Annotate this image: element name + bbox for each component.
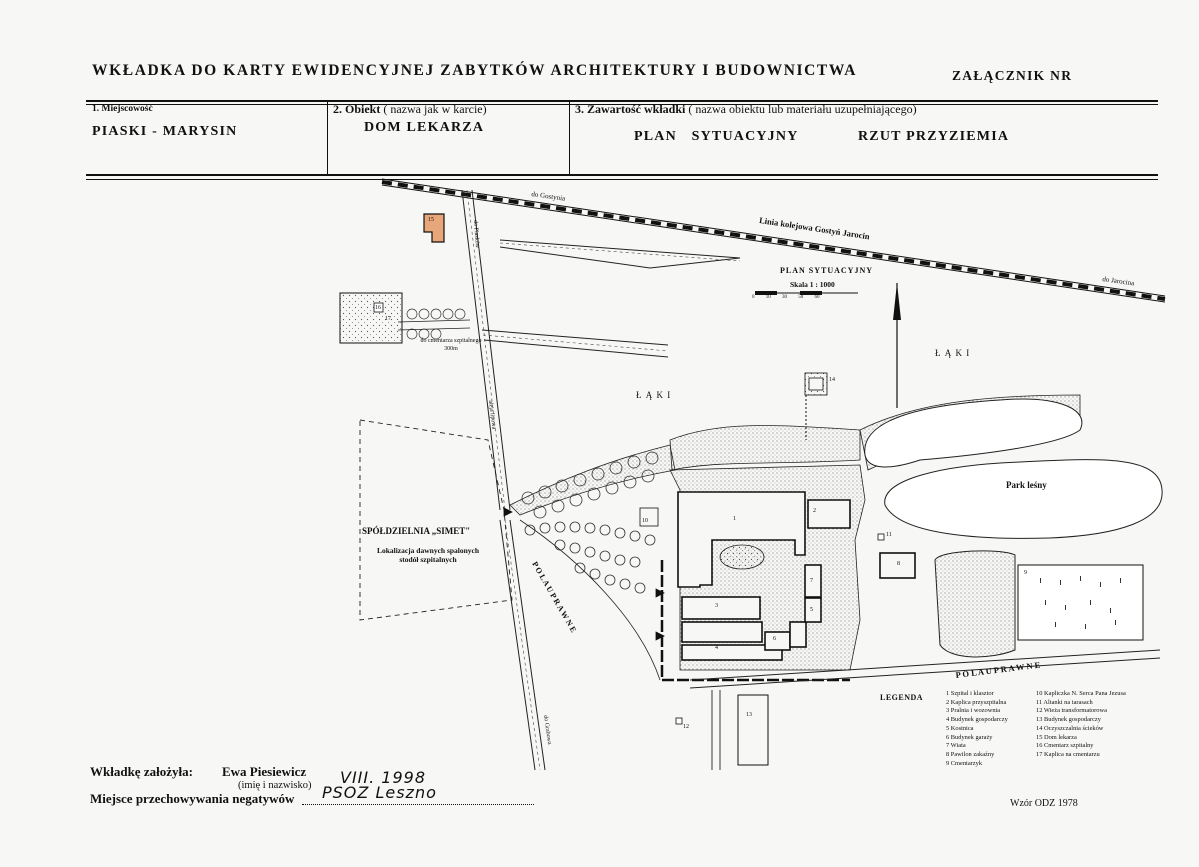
- legend-item: 13 Budynek gospodarczy: [1036, 716, 1101, 724]
- content-label-note: ( nazwa obiektu lub materiału uzupełniającego): [688, 102, 917, 116]
- legend-item: 6 Budynek garaży: [946, 733, 993, 741]
- simet-cooperative-note: Lokalizacja dawnych spalonych stodół szpitalnych: [376, 546, 480, 565]
- legend-title: LEGENDA: [880, 693, 924, 702]
- label-to-jarocin: do Jarocina: [1101, 275, 1135, 288]
- handwritten-date: VIII. 1998: [340, 768, 426, 787]
- building-number: 6: [773, 636, 776, 642]
- building-number: 11: [886, 532, 892, 538]
- fields-label-west: P O L A U P R A W N E: [530, 560, 579, 634]
- fields-label-east: P O L A U P R A W N E: [955, 659, 1041, 680]
- building-number: 13: [746, 712, 752, 718]
- building-number: 3: [715, 603, 718, 609]
- scale-ticks: [752, 295, 820, 300]
- created-by-note: (imię i nazwisko): [238, 780, 312, 791]
- meadows-label-west: Ł Ą K I: [636, 390, 672, 400]
- building-number: 10: [642, 518, 648, 524]
- simet-cooperative-label: SPÓŁDZIELNIA „SIMET": [362, 526, 471, 536]
- object-label-note: ( nazwa jak w karcie): [383, 102, 487, 116]
- scale-tick: 0: [752, 295, 755, 300]
- legend-item: 12 Wieża transformatorowa: [1036, 707, 1107, 715]
- scale-tick: 60: [814, 295, 820, 300]
- legend-item: 10 Kapliczka N. Serca Pana Jezusa: [1036, 690, 1126, 697]
- attachment-number-label: ZAŁĄCZNIK NR: [952, 68, 1073, 83]
- legend-item: 8 Pawilon zakaźny: [946, 750, 995, 758]
- legend-item: 15 Dom lekarza: [1036, 733, 1077, 741]
- label-railway: Linia kolejowa Gostyń Jarocin: [758, 215, 871, 242]
- doctors-house-marker: [424, 214, 444, 242]
- legend-item: 5 Kostnica: [946, 724, 974, 732]
- content-value-1: PLAN SYTUACYJNY: [634, 129, 799, 144]
- label-linden-alley: aleja lipowa: [487, 400, 497, 430]
- small-cemetery: [1018, 565, 1143, 640]
- building-number: 5: [810, 607, 813, 613]
- legend-list-left: [946, 690, 1008, 768]
- legend-item: 1 Szpital i klasztor: [946, 690, 994, 697]
- building-number: 16: [375, 305, 381, 311]
- legend-item: 16 Cmentarz szpitalny: [1036, 742, 1094, 750]
- building-number: 14: [829, 377, 835, 383]
- legend-item: 9 Cmentarzyk: [946, 759, 983, 767]
- template-code: Wzór ODZ 1978: [1010, 798, 1078, 809]
- railway-line: [382, 179, 1165, 302]
- label-to-grabowo: do Grabowa: [542, 715, 553, 746]
- locality-value: PIASKI - MARYSIN: [92, 124, 238, 139]
- scale-tick: 30: [782, 295, 787, 300]
- locality-label: 1. Miejscowość: [92, 104, 153, 114]
- meadows-label-east: Ł Ą K I: [935, 348, 971, 358]
- hospital-cemetery: [340, 293, 465, 343]
- label-to-piaski: do Piasków: [472, 220, 480, 249]
- building-number: 1: [733, 516, 736, 522]
- building-number: 12: [683, 724, 689, 730]
- building-number: 8: [897, 561, 900, 567]
- simet-cooperative-area: [360, 420, 512, 620]
- legend-item: 14 Oczyszczalnia ścieków: [1036, 724, 1104, 732]
- legend-item: 7 Wiata: [946, 742, 966, 750]
- plan-title: PLAN SYTUACYJNY: [780, 266, 874, 275]
- created-by-value: Ewa Piesiewicz: [222, 764, 307, 779]
- created-by-label: Wkładkę założyła:: [90, 764, 193, 779]
- object-value: DOM LEKARZA: [364, 120, 485, 135]
- legend-item: 11 Altanki na tarasach: [1036, 698, 1093, 706]
- label-to-cemetery: do cmentarza szpitalnego 300m: [420, 338, 482, 352]
- content-value-2: RZUT PRZYZIEMIA: [858, 129, 1010, 144]
- building-number: 4: [715, 645, 718, 651]
- form-title: WKŁADKA DO KARTY EWIDENCYJNEJ ZABYTKÓW ARCHITEKTURY I BUDOWNICTWA: [92, 62, 858, 79]
- scale-label: Skala 1 : 1000: [790, 280, 835, 289]
- legend-item: 17 Kaplica na cmentarzu: [1036, 750, 1100, 758]
- scale-tick: 50: [798, 295, 804, 300]
- building-number: 15: [428, 217, 434, 223]
- building-number: 9: [1024, 570, 1027, 576]
- scale-tick: 10: [765, 295, 771, 300]
- negatives-label: Miejsce przechowywania negatywów: [90, 791, 295, 806]
- legend-item: 2 Kaplica przyszpitalna: [946, 698, 1007, 706]
- legend-item: 3 Pralnia i wozownia: [946, 707, 1001, 715]
- label-to-gostyn: do Gostynia: [530, 190, 566, 203]
- building-number: 7: [810, 578, 813, 584]
- road-to-grabowo: [462, 190, 545, 770]
- legend-list-right: [1036, 690, 1126, 760]
- building-number: 17: [385, 316, 391, 322]
- forest-park-label: Park leśny: [1006, 480, 1047, 490]
- content-label-text: 3. Zawartość wkładki: [575, 102, 686, 116]
- object-label-text: 2. Obiekt: [333, 102, 381, 116]
- legend-item: 4 Budynek gospodarczy: [946, 716, 1008, 724]
- negatives-value: PSOZ Leszno: [322, 783, 437, 802]
- north-arrow: [893, 283, 901, 408]
- building-number: 2: [813, 508, 816, 514]
